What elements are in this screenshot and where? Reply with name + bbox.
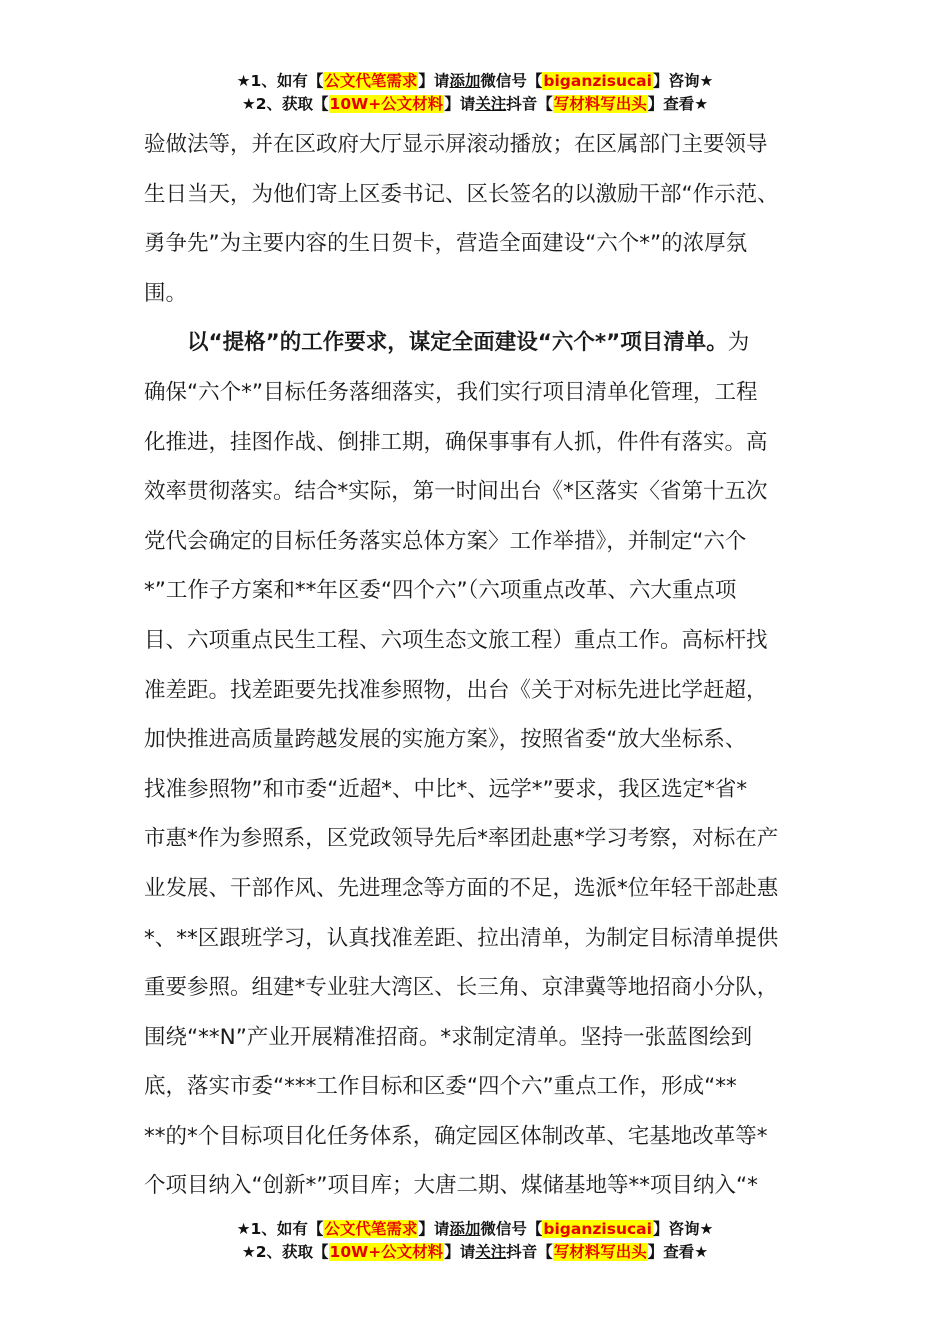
banner-text: ★1、如有【 (236, 1220, 324, 1238)
top-banner (0, 70, 950, 116)
text-line: 个项目纳入“创新*”项目库；大唐二期、煤储基地等**项目纳入“* (144, 1173, 758, 1199)
bottom-banner (0, 1218, 950, 1264)
banner-text: ★2、获取【 (241, 1243, 329, 1261)
text-line: 确保“六个*”目标任务落细落实，我们实行项目清单化管理，工程 (144, 379, 758, 405)
text-line: *、**区跟班学习，认真找准差距、拉出清单，为制定目标清单提供 (144, 925, 779, 951)
text-line: 围绕“**N”产业开展精准招商。*求制定清单。坚持一张蓝图绘到 (144, 1024, 753, 1050)
text-line (144, 318, 809, 368)
banner-underline-text: 添加 (449, 1220, 481, 1238)
text-line: 准差距。找差距要先找准参照物，出台《关于对标先进比学赶超， (144, 677, 768, 703)
banner-highlight: 10W+公文材料 (329, 95, 444, 113)
text-line: 底，落实市委“***工作目标和区委“四个六”重点工作，形成“** (144, 1074, 737, 1100)
banner-underline-text: 添加 (449, 72, 481, 90)
banner-text: 】咨询★ (652, 1220, 714, 1238)
banner-text: 】请 (418, 1220, 450, 1238)
text-line: 勇争先”为主要内容的生日贺卡，营造全面建设“六个*”的浓厚氛 (144, 231, 748, 257)
paragraph-2 (144, 318, 809, 1211)
text-line: 生日当天，为他们寄上区委书记、区长签名的以激励干部“作示范、 (144, 181, 779, 207)
banner-line-2 (0, 1241, 950, 1264)
banner-highlight: 写材料写出头 (553, 95, 647, 113)
text-line: 验做法等，并在区政府大厅显示屏滚动播放；在区属部门主要领导 (144, 132, 768, 157)
text-line: 市惠*作为参照系，区党政领导先后*率团赴惠*学习考察，对标在产 (144, 826, 779, 852)
banner-underline-text: 关注 (475, 1243, 507, 1261)
paragraph-heading: 以“提格”的工作要求，谋定全面建设“六个*”项目清单。 (187, 330, 728, 356)
banner-highlight: 10W+公文材料 (329, 1243, 444, 1261)
text-line: 围。 (144, 280, 188, 306)
paragraph-1 (144, 120, 809, 318)
banner-text: ★2、获取【 (241, 95, 329, 113)
text-line: 效率贯彻落实。结合*实际，第一时间出台《*区落实〈省第十五次 (144, 479, 768, 505)
text-line: **的*个目标项目化任务体系，确定园区体制改革、宅基地改革等* (144, 1123, 768, 1149)
banner-highlight: 公文代笔需求 (324, 1220, 418, 1238)
text-line: 化推进，挂图作战、倒排工期，确保事事有人抓，件件有落实。高 (144, 429, 768, 455)
text-line: 找准参照物”和市委“近超*、中比*、远学*”要求，我区选定*省* (144, 776, 748, 802)
banner-text: 】请 (444, 95, 476, 113)
banner-line-1 (0, 1218, 950, 1241)
text-line: *”工作子方案和**年区委“四个六”（六项重点改革、六大重点项 (144, 578, 737, 604)
banner-highlight: 写材料写出头 (553, 1243, 647, 1261)
text-fragment: 为 (727, 330, 750, 356)
banner-text: 】请 (444, 1243, 476, 1261)
banner-text: 】查看★ (647, 1243, 709, 1261)
banner-text: 微信号【 (480, 1220, 543, 1238)
banner-text: 】咨询★ (652, 72, 714, 90)
text-line: 党代会确定的目标任务落实总体方案〉工作举措》，并制定“六个 (144, 528, 747, 554)
banner-highlight: biganzisucai (543, 72, 652, 90)
text-line: 业发展、干部作风、先进理念等方面的不足，选派*位年轻干部赴惠 (144, 875, 779, 901)
text-line: 目、六项重点民生工程、六项生态文旅工程）重点工作。高标杆找 (144, 627, 768, 653)
banner-text: 】请 (418, 72, 450, 90)
banner-highlight: 公文代笔需求 (324, 72, 418, 90)
banner-highlight: biganzisucai (543, 1220, 652, 1238)
banner-line-1 (0, 70, 950, 93)
banner-underline-text: 关注 (475, 95, 507, 113)
banner-text: 抖音【 (506, 95, 553, 113)
text-line: 重要参照。组建*专业驻大湾区、长三角、京津冀等地招商小分队， (144, 975, 779, 1001)
banner-text: 】查看★ (647, 95, 709, 113)
text-line: 加快推进高质量跨越发展的实施方案》，按照省委“放大坐标系、 (144, 727, 747, 753)
banner-text: ★1、如有【 (236, 72, 324, 90)
document-body (144, 120, 809, 1211)
banner-line-2 (0, 93, 950, 116)
banner-text: 微信号【 (480, 72, 543, 90)
banner-text: 抖音【 (506, 1243, 553, 1261)
